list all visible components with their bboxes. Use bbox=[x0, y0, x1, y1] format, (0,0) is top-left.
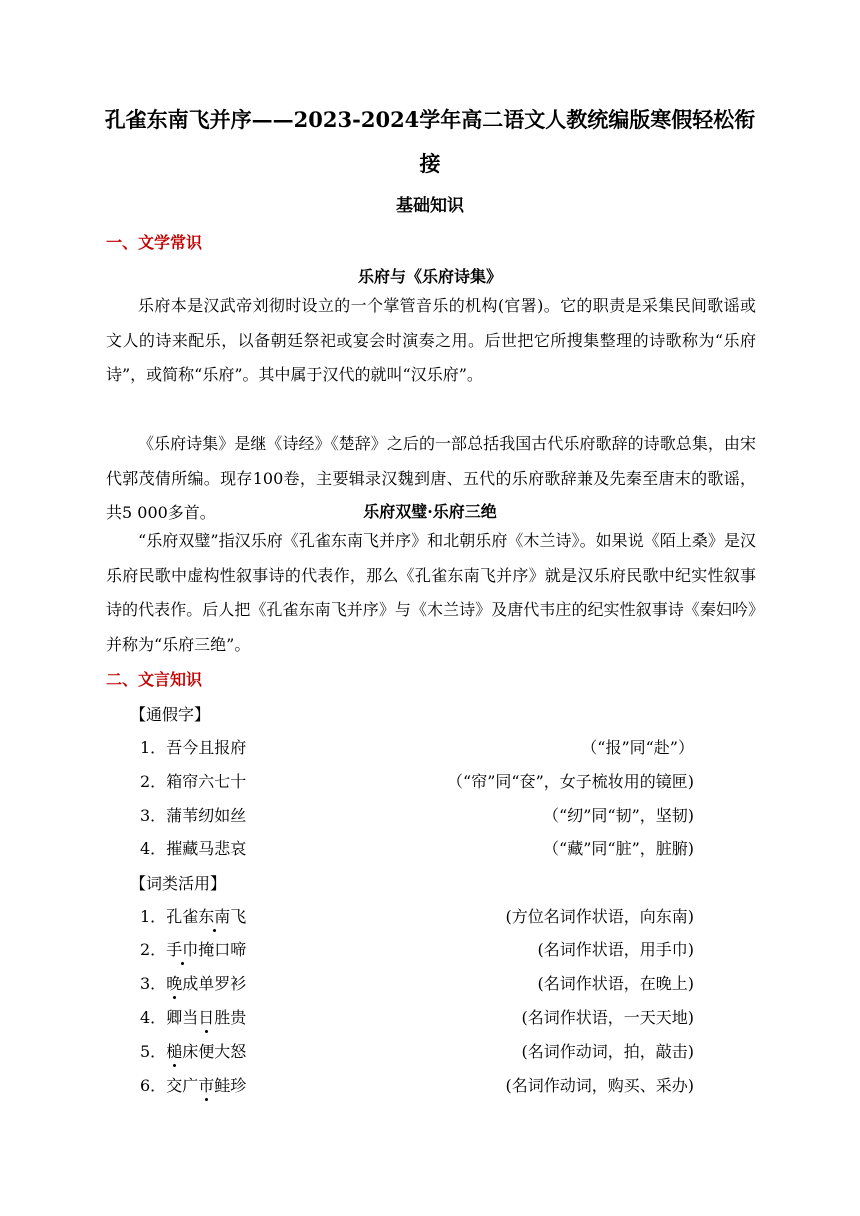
list-item: 5．槌床便大怒 (名词作动词，拍，敲击) bbox=[140, 1039, 694, 1063]
label-tongjia: 【通假字】 bbox=[130, 705, 211, 724]
label-cilei: 【词类活用】 bbox=[130, 874, 227, 893]
paragraph-yuefu-collection: 《乐府诗集》是继《诗经》《楚辞》之后的一部总括我国古代乐府歌辞的诗歌总集，由宋代郭茂倩所编。现存100卷，主要辑录汉魏到唐、五代的乐府歌辞兼及先秦至唐末的歌谣，共5 000多首。 bbox=[106, 434, 756, 522]
emphasis-dotted-text: 晚 bbox=[166, 971, 182, 994]
list-item: 4．摧藏马悲哀 （“藏”同“脏”，脏腑) bbox=[140, 839, 694, 858]
list-item: 3．蒲苇纫如丝 （“纫”同“韧”，坚韧) bbox=[140, 806, 694, 825]
document-title-line-1: 孔雀东南飞并序——2023-2024学年高二语文人教统编版寒假轻松衔 bbox=[104, 107, 756, 132]
emphasis-dotted-text: 市 bbox=[198, 1073, 214, 1096]
subheading-yuefu: 乐府与《乐府诗集》 bbox=[357, 267, 502, 286]
list-item: 1．吾今且报府 （“报”同“赴”） bbox=[140, 738, 694, 757]
list-item: 4．卿当日胜贵 (名词作状语，一天天地) bbox=[140, 1005, 694, 1029]
list-item: 6．交广市鲑珍 (名词作动词，购买、采办) bbox=[140, 1073, 694, 1097]
list-item: 1．孔雀东南飞 (方位名词作状语，向东南) bbox=[140, 904, 694, 928]
emphasis-dotted-text: 手巾 bbox=[166, 937, 198, 960]
list-item: 3．晚成单罗衫 (名词作状语，在晚上) bbox=[140, 971, 694, 995]
section-heading-classical: 二、文言知识 bbox=[106, 670, 203, 689]
paragraph-yuefu-intro: 乐府本是汉武帝刘彻时设立的一个掌管音乐的机构(官署)。它的职责是采集民间歌谣或文人的诗来配乐，以备朝廷祭祀或宴会时演奏之用。后世把它所搜集整理的诗歌称为“乐府诗”，或简称“乐府”。其中属于汉代的就叫“汉乐府”。 bbox=[106, 296, 756, 384]
emphasis-dotted-text: 日 bbox=[198, 1005, 214, 1028]
emphasis-dotted-text: 槌 bbox=[166, 1039, 182, 1062]
subheading-shuangbi: 乐府双璧·乐府三绝 bbox=[363, 502, 497, 521]
main-heading: 基础知识 bbox=[396, 196, 464, 216]
list-item: 2．手巾掩口啼 (名词作状语，用手巾) bbox=[140, 937, 694, 961]
emphasis-dotted-text: 东南 bbox=[198, 904, 230, 927]
section-heading-literature: 一、文学常识 bbox=[106, 233, 203, 252]
document-title-line-2: 接 bbox=[419, 151, 441, 176]
list-item: 2．箱帘六七十 （“帘”同“奁”，女子梳妆用的镜匣) bbox=[140, 772, 694, 791]
paragraph-shuangbi: “乐府双璧”指汉乐府《孔雀东南飞并序》和北朝乐府《木兰诗》。如果说《陌上桑》是汉乐府民歌中虚构性叙事诗的代表作，那么《孔雀东南飞并序》就是汉乐府民歌中纪实性叙事诗的代表作。后人把《孔雀东南飞并序》与《木兰诗》及唐代韦庄的纪实性叙事诗《秦妇吟》并称为“乐府三绝”。 bbox=[106, 531, 756, 654]
